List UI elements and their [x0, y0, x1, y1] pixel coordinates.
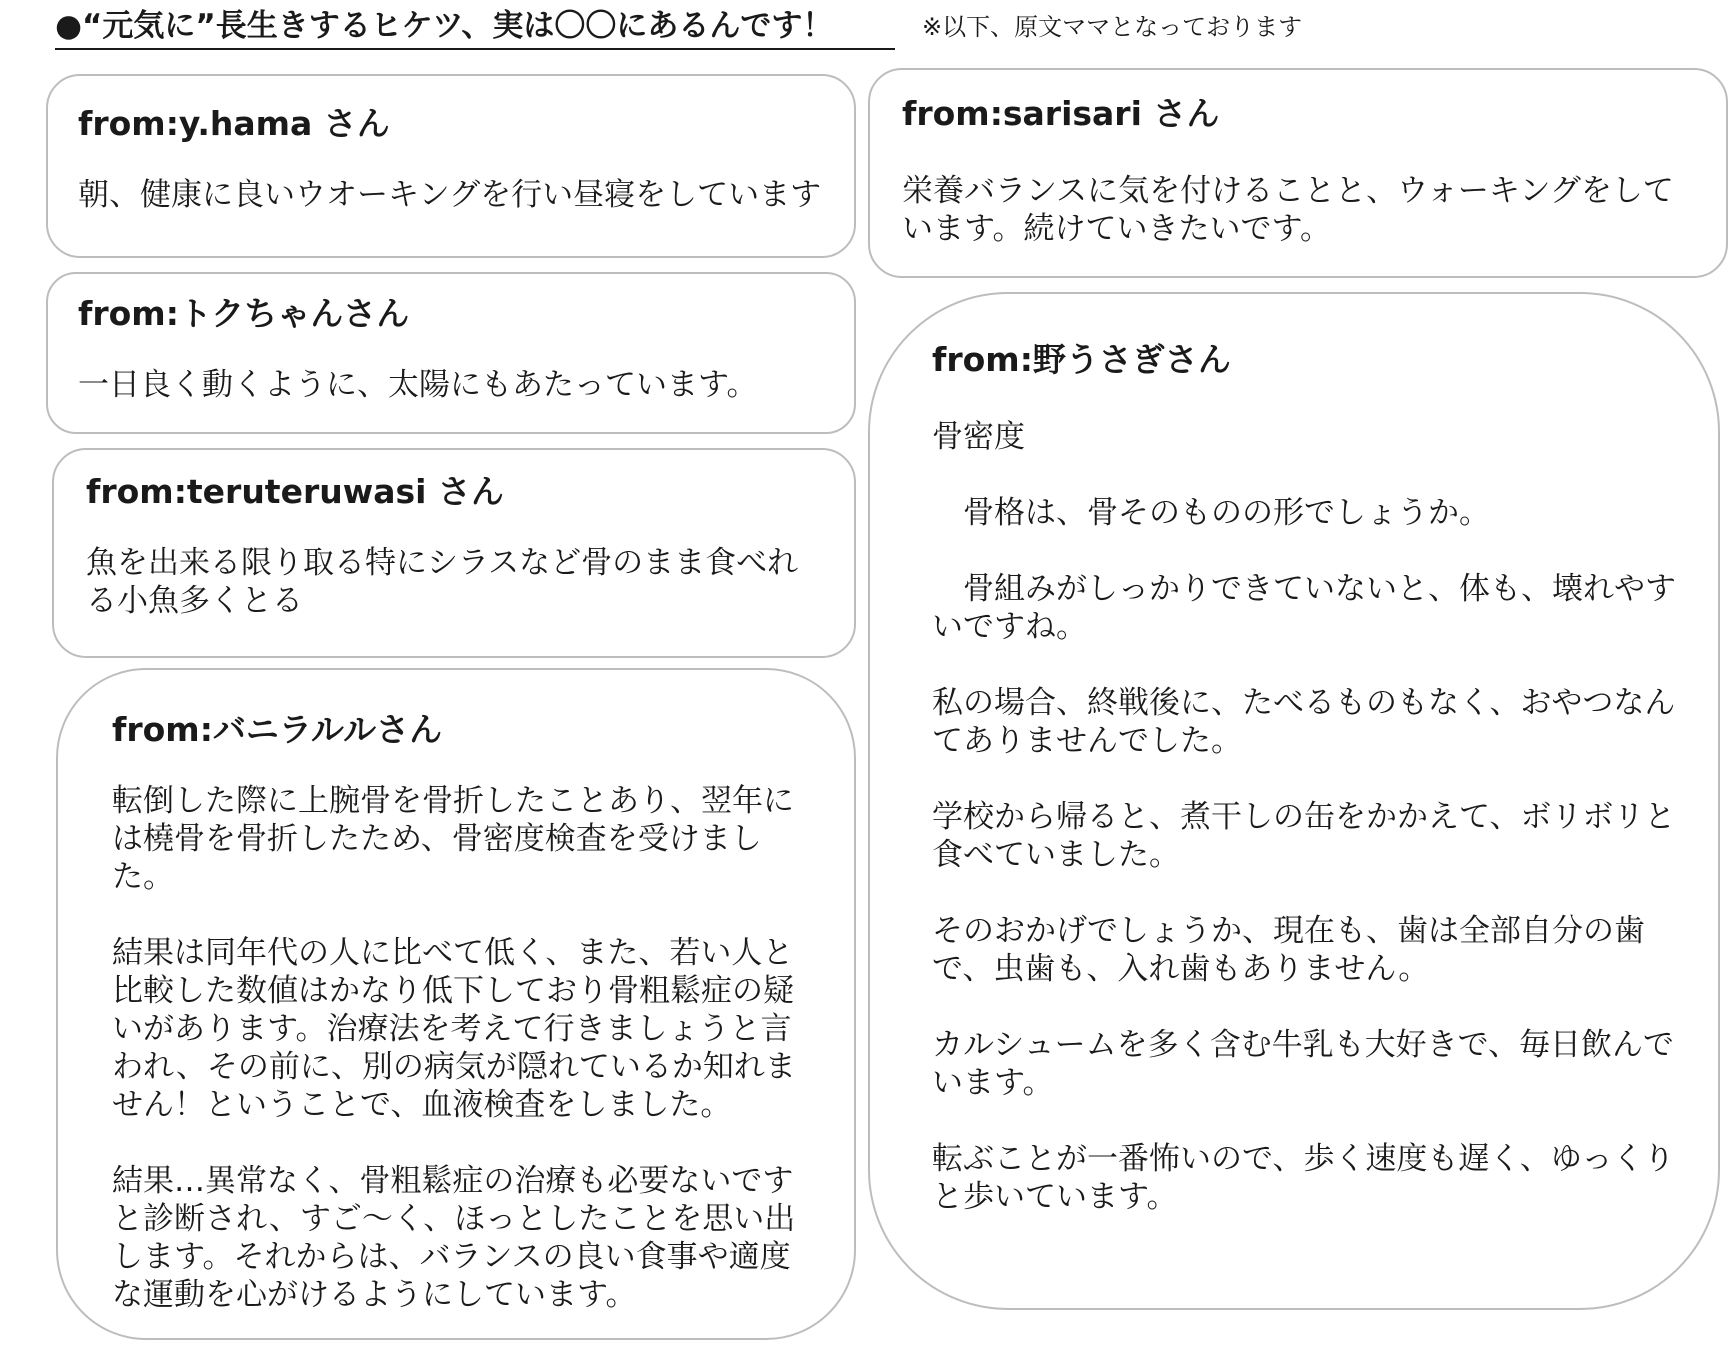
- message-body: [932, 418, 1678, 1216]
- message-body: [112, 782, 814, 1314]
- message-card-sarisari: [868, 68, 1728, 278]
- message-paragraph: 朝、健康に良いウオーキングを行い昼寝をしています: [78, 177, 822, 213]
- message-card-vanira-ruru: [56, 668, 856, 1340]
- message-author: from:バニラルルさん: [112, 710, 443, 749]
- message-paragraph: カルシュームを多く含む牛乳も大好きで、毎日飲んでいます。: [932, 1027, 1674, 1101]
- message-paragraph: 学校から帰ると、煮干しの缶をかかえて、ボリボリと食べていました。: [932, 799, 1676, 873]
- message-paragraph: 骨組みがしっかりできていないと、体も、壊れやすいですね。: [932, 571, 1676, 645]
- message-paragraph: 骨密度: [932, 419, 1025, 455]
- message-paragraph: 一日良く動くように、太陽にもあたっています。: [78, 367, 758, 403]
- message-author: from:y.hama さん: [78, 104, 390, 143]
- message-paragraph: 結果は同年代の人に比べて低く、また、若い人と比較した数値はかなり低下しており骨粗鬆症の疑いがあります。治療法を考えて行きましょうと言われ、その前に、別の病気が隠れているか知れません！ということで、血液検査をしました。: [112, 935, 796, 1123]
- message-card-teruteruwasi: [52, 448, 856, 658]
- message-paragraph: 転倒した際に上腕骨を骨折したことあり、翌年には橈骨を骨折したため、骨密度検査を受けました。: [112, 783, 794, 895]
- message-paragraph: 魚を出来る限り取る特にシラスなど骨のまま食べれる小魚多くとる: [86, 545, 799, 619]
- message-body: [78, 366, 824, 404]
- message-author: from:teruteruwasi さん: [86, 472, 504, 511]
- message-author: from:トクちゃんさん: [78, 294, 410, 333]
- message-paragraph: 私の場合、終戦後に、たべるものもなく、おやつなんてありませんでした。: [932, 685, 1676, 759]
- original-text-note: ※以下、原文ママとなっております: [922, 13, 1303, 41]
- message-body: [78, 176, 824, 214]
- message-body: [902, 172, 1696, 248]
- message-body: [86, 544, 824, 620]
- message-card-toku-chan: [46, 272, 856, 434]
- message-author: from:野うさぎさん: [932, 340, 1231, 379]
- message-paragraph: そのおかげでしょうか、現在も、歯は全部自分の歯で、虫歯も、入れ歯もありません。: [932, 913, 1645, 987]
- message-paragraph: 転ぶことが一番怖いので、歩く速度も遅く、ゆっくりと歩いています。: [932, 1141, 1675, 1215]
- message-card-y-hama: [46, 74, 856, 258]
- message-paragraph: 栄養バランスに気を付けることと、ウォーキングをしています。続けていきたいです。: [902, 173, 1674, 247]
- page-title: ●“元気に”長生きするヒケツ、実は〇〇にあるんです！: [55, 6, 895, 50]
- message-paragraph: 骨格は、骨そのものの形でしょうか。: [963, 495, 1490, 531]
- message-card-nousagi: [868, 292, 1720, 1310]
- message-paragraph: 結果…異常なく、骨粗鬆症の治療も必要ないですと診断され、すご～く、ほっとしたことを思い出します。それからは、バランスの良い食事や適度な運動を心がけるようにしています。: [112, 1163, 796, 1313]
- message-author: from:sarisari さん: [902, 94, 1220, 133]
